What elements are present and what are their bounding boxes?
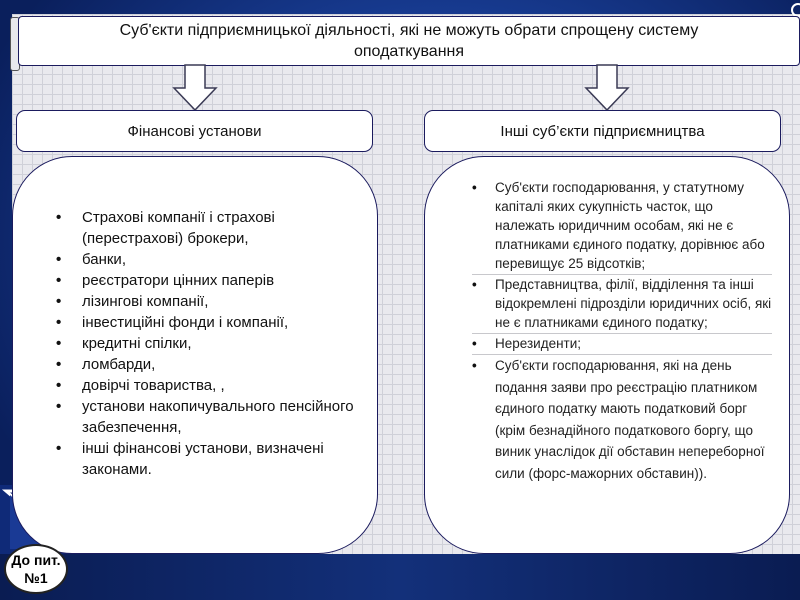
page-title (18, 16, 800, 66)
list-item: • лізингові компанії, (56, 291, 356, 312)
list-item: • довірчі товариства, , (56, 375, 356, 396)
list-item: • інвестиційні фонди і компанії, (56, 312, 356, 333)
category-financial-institutions (16, 110, 373, 152)
list-item: • установи накопичувального пенсійного забезпечення, (56, 396, 356, 438)
list-item: • кредитні спілки, (56, 333, 356, 354)
category-label: Інші суб’єкти підприємництва (500, 122, 705, 140)
list-item: • банки, (56, 249, 356, 270)
list-item: • Страхові компанії і страхові (перестрахові) брокери, (56, 207, 356, 249)
list-item: • Суб'єкти господарювання, у статутному капіталі яких сукупність часток, що належать юридичним особам, які не є платниками єдиного податку, дорівнює або перевищує 25 відсотків; (472, 178, 772, 275)
list-item: • інші фінансові установи, визначені законами. (56, 438, 356, 480)
other-entities-list (472, 178, 772, 485)
financial-institutions-list (56, 207, 356, 480)
bottom-band (0, 554, 800, 600)
list-item: • Нерезиденти; (472, 334, 772, 355)
category-label: Фінансові установи (127, 122, 262, 140)
back-to-question-button[interactable] (4, 544, 68, 594)
page-title-text: Суб'єкти підприємницької діяльності, які не можуть обрати спрощену систему оподаткування (119, 22, 699, 60)
list-item: • ломбарди, (56, 354, 356, 375)
list-item: • Суб'єкти господарювання, які на день подання заяви про реєстрацію платником єдиного податку мають податковий борг (крім безнадійного податкового боргу, що виник унаслідок дії обставин непереборної сили (форс-мажорних обставин)). (472, 355, 772, 485)
nav-button-line2: №1 (24, 570, 48, 586)
list-item: • Представництва, філії, відділення та інші відокремлені підрозділи юридичних осіб, які не є платниками єдиного податку; (472, 275, 772, 334)
nav-button-line1: До пит. (11, 552, 61, 568)
list-item: • реєстратори цінних паперів (56, 270, 356, 291)
down-arrow-icon (172, 64, 218, 112)
down-arrow-icon (584, 64, 630, 112)
category-other-entities (424, 110, 781, 152)
